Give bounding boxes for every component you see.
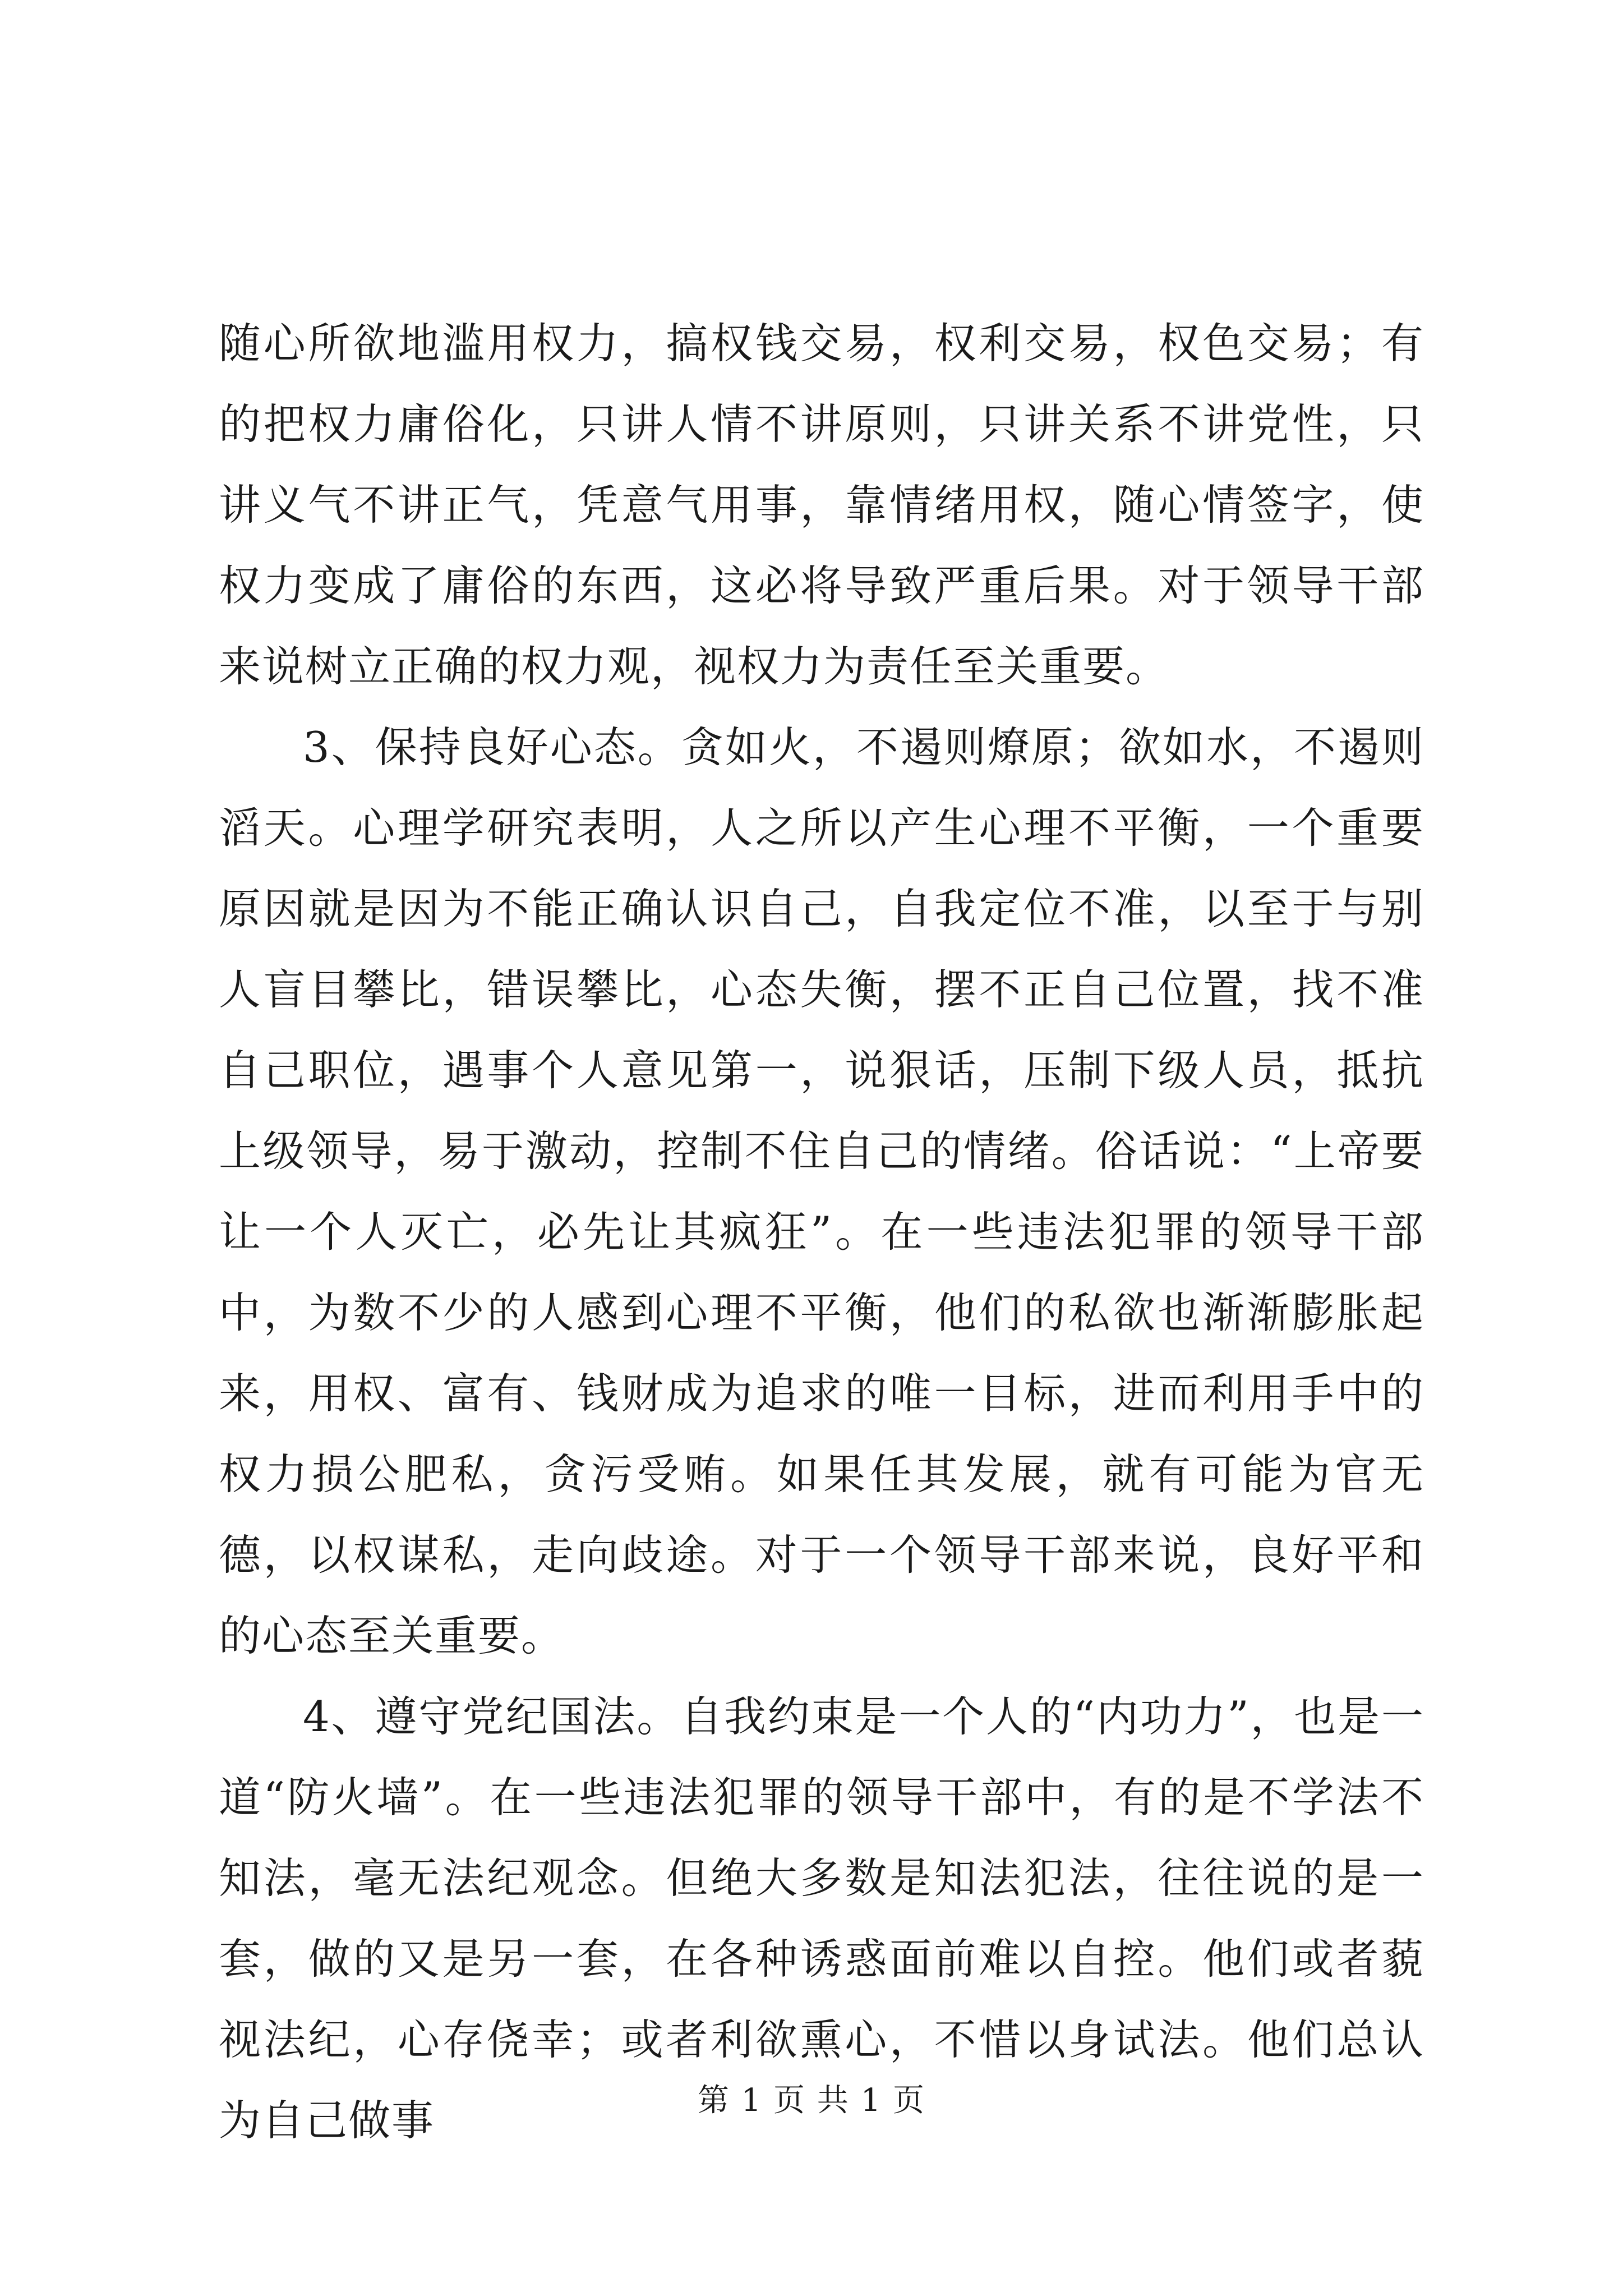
- paragraph-1: 随心所欲地滥用权力，搞权钱交易，权利交易，权色交易；有的把权力庸俗化，只讲人情不讲原则，只讲关系不讲党性，只讲义气不讲正气，凭意气用事，靠情绪用权，随心情签字，使权力变成了庸俗的东西，这必将导致严重后果。对于领导干部来说树立正确的权力观，视权力为责任至关重要。: [219, 319, 1424, 691]
- document-body: [219, 303, 1424, 2161]
- page-footer: 第 1 页 共 1 页: [697, 2082, 926, 2119]
- paragraph-2: 3、保持良好心态。贪如火，不遏则燎原；欲如水，不遏则滔天。心理学研究表明，人之所以产生心理不平衡，一个重要原因就是因为不能正确认识自己，自我定位不准，以至于与别人盲目攀比，错误攀比，心态失衡，摆不正自己位置，找不准自己职位，遇事个人意见第一，说狠话，压制下级人员，抵抗上级领导，易于激动，控制不住自己的情绪。俗话说：“上帝要让一个人灭亡，必先让其疯狂”。在一些违法犯罪的领导干部中，为数不少的人感到心理不平衡，他们的私欲也渐渐膨胀起来，用权、富有、钱财成为追求的唯一目标，进而利用手中的权力损公肥私，贪污受贿。如果任其发展，就有可能为官无德，以权谋私，走向歧途。对于一个领导干部来说，良好平和的心态至关重要。: [219, 723, 1424, 1660]
- paragraph-3: 4、遵守党纪国法。自我约束是一个人的“内功力”，也是一道“防火墙”。在一些违法犯罪的领导干部中，有的是不学法不知法，毫无法纪观念。但绝大多数是知法犯法，往往说的是一套，做的又是另一套，在各种诱惑面前难以自控。他们或者藐视法纪，心存侥幸；或者利欲熏心，不惜以身试法。他们总认为自己做事: [219, 1692, 1424, 2145]
